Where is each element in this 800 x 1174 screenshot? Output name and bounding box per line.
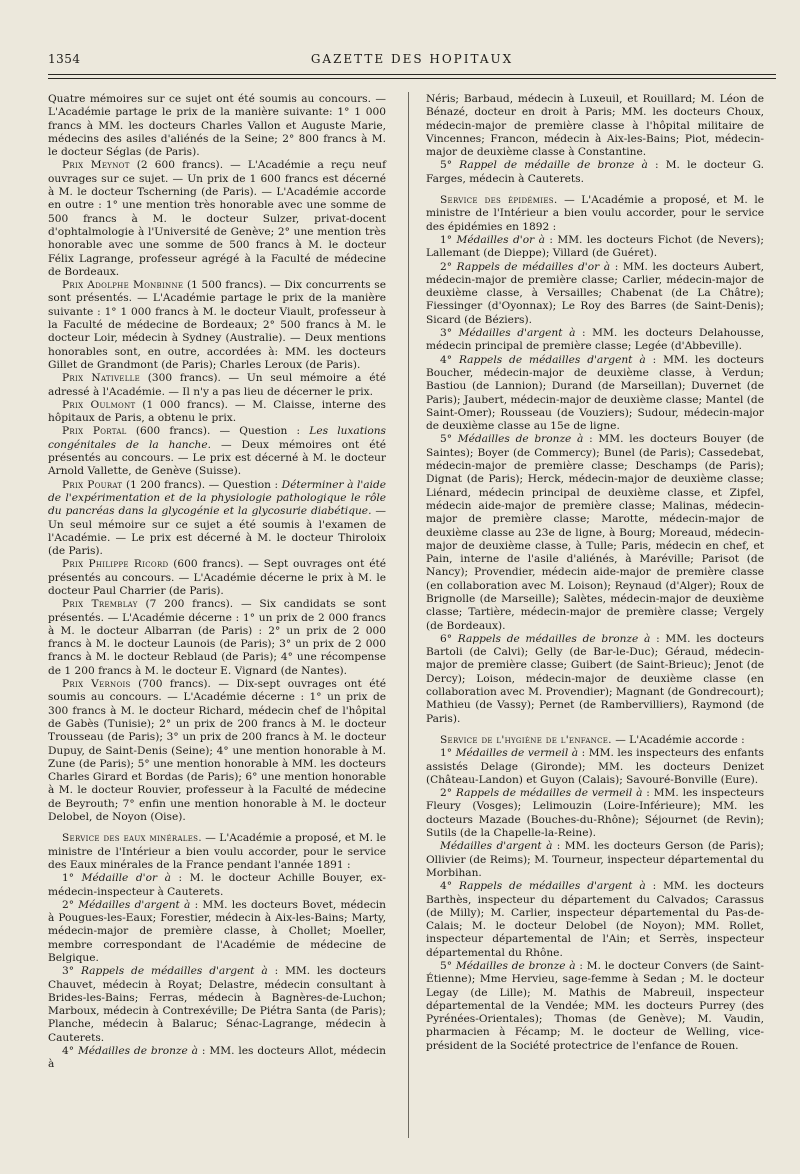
section-spacer [426, 726, 764, 734]
paragraph [48, 93, 386, 159]
paragraph-text: : MM. les docteurs Allot, médecin à [48, 1045, 387, 1071]
section-spacer [48, 824, 386, 832]
paragraph-text: — L'Académie accorde : [611, 733, 745, 746]
section-heading: Prix Vernois [62, 678, 131, 691]
paragraph-text: Néris; Barbaud, médecin à Luxeuil, et Rouillard; M. Léon de Bénazé, docteur en droit à Paris; MM. les docteurs Choux, médecin-major de première classe à l'hôpital militaire de Vincennes; Francon, médecin à Aix-les-Bains; Piot, médecin-major de deuxième classe à Constantine. [426, 93, 764, 159]
paragraph-text: : MM. les docteurs Chauvet, médecin à Royat; Delastre, médecin consultant à Brides-les-Bains; Ferras, médecin à Bagnères-de-Luchon; Marboux, médecin à Contrexéville; De Piétra Santa (de Paris); Planche, médecin à Balaruc; Sénac-Lagrange, médecin à Cauterets. [48, 965, 386, 1044]
paragraph-text: (700 francs). — Dix-sept ouvrages ont été soumis au concours. — L'Académie décerne : 1° un prix de 300 francs à M. le docteur Richard, médecin chef de l'hôpital de Gabès (Tunisie); 2° un prix de 200 francs à M. le docteur Trousseau (de Paris); 3° un prix de 200 francs à M. le docteur Dupuy, de Saint-Denis (Seine); 4° une mention honorable à M. Zune (de Paris); 5° une mention honorable à MM. les docteurs Charles Girard et Bordas (de Paris); 6° une mention honorable à M. le docteur Rouvier, professeur à la Faculté de médecine de Beyrouth; 7° enfin une mention honorable à M. le docteur Delobel, de Noyon (Oise). [48, 678, 386, 824]
award-category: Rappels de médailles de vermeil à [455, 787, 643, 800]
paragraph-text: : M. le docteur G. Farges, médecin à Cauterets. [426, 159, 764, 185]
paragraph-text: 2° [440, 260, 457, 273]
section-heading: Prix Nativelle [62, 372, 141, 385]
paragraph [426, 880, 764, 960]
paragraph-text: 6° [440, 632, 458, 645]
section-heading: Service des eaux minérales. [62, 832, 202, 845]
section-heading: Prix Tremblay [62, 598, 138, 611]
paragraph [426, 747, 764, 787]
paragraph-text: (1 500 francs). — Dix concurrents se sont présentés. — L'Académie partage le prix de la manière suivante : 1° 1 000 francs à M. le docteur Viault, professeur à la Faculté de médecine de Bordeaux; 2° 500 francs à M. le docteur Loir, médecin à Sydney (Australie). — Deux mentions honorables sont, en outre, accordées à: MM. les docteurs Gillet de Grandmont (de Paris); Charles Leroux (de Paris). [48, 279, 386, 371]
award-category: Médailles de bronze à [457, 433, 584, 446]
paragraph-text: 4° [62, 1045, 78, 1058]
paragraph-text: (2 600 francs). — L'Académie a reçu neuf ouvrages sur ce sujet. — Un prix de 1 600 francs est décerné à M. le docteur Tscherning (de Paris). — L'Académie accorde en outre : 1° une mention très honorable avec une somme de 500 francs à M. le docteur Sulzer, privat-docent d'ophtalmologie à l'Université de Genève; 2° une mention très honorable avec une somme de 500 francs à M. le docteur Félix Lagrange, professeur agrégé à la Faculté de médecine de Bordeaux. [48, 159, 386, 278]
paragraph [48, 279, 386, 372]
paragraph [48, 598, 386, 678]
paragraph-text: 4° [440, 353, 459, 366]
column-divider [408, 92, 409, 1138]
paragraph-text: (600 francs). — Sept ouvrages ont été présentés au concours. — L'Académie décerne le prix à M. le docteur Paul Charrier (de Paris). [48, 558, 386, 597]
paragraph-text: 4° [440, 880, 459, 893]
paragraph-text: : MM. les docteurs Gerson (de Paris); Ollivier (de Reims); M. Tourneur, inspecteur départemental du Morbihan. [426, 840, 765, 879]
page-header [48, 52, 776, 74]
paragraph-text: : MM. les docteurs Bouyer (de Saintes); Boyer (de Commercy); Bunel (de Paris); Cassedebat, médecin-major de première classe; Deschamps (de Paris); Dignat (de Paris); Herck, médecin-major de deuxième classe; Liénard, médecin principal de deuxième classe, et Zipfel, médecin aide-major de première classe; Malinas, médecin-major de première classe; Marotte, médecin-major de deuxième classe au 23e de ligne, à Bourg; Moreaud, médecin-major de deuxième classe, à Tulle; Paris, médecin en chef, et Pain, interne de l'asile d'aliénés, à Maréville; Parisot (de Nancy); Provendier, médecin aide-major de première classe (en collaboration avec M. Loison); Reynaud (d'Alger); Roux de Brignolle (de Marseille); Salètes, médecin-major de deuxième classe; Tartière, médecin-major de première classe; Vergely (de Bordeaux). [426, 433, 764, 632]
award-category: Médailles d'argent à [440, 840, 553, 853]
paragraph [48, 832, 386, 872]
paragraph [426, 354, 764, 434]
award-category: Médailles d'argent à [78, 898, 191, 911]
paragraph-text: 1° [440, 233, 457, 246]
paragraph [426, 840, 764, 880]
section-heading: Prix Portal [62, 425, 127, 438]
paragraph-text: — Deux mémoires ont été présentés au concours. — Le prix est décerné à M. le docteur Arnold Vallette, de Genève (Suisse). [48, 438, 386, 478]
left-column [48, 93, 386, 1072]
header-rule [48, 74, 776, 75]
paragraph [48, 872, 386, 899]
paragraph-text: — L'Académie a proposé, et M. le ministre de l'Intérieur a bien voulu accorder, pour le service des Eaux minérales de la France pendant l'année 1891 : [48, 832, 387, 871]
paragraph-text: : MM. les docteurs Aubert, médecin-major de première classe; Carlier, médecin-major de deuxième classe, à Versailles; Chabenat (de La Châtre); Fiessinger (d'Oyonnax); Le Roy des Barres (de Saint-Denis); Sicard (de Béziers). [426, 260, 765, 326]
section-heading: Service de l'hygiène de l'enfance. [440, 733, 612, 746]
paragraph-text: 5° [440, 433, 458, 446]
award-category: Rappels de médailles d'or à [456, 260, 611, 273]
paragraph-text: : M. le docteur Achille Bouyer, ex-médecin-inspecteur à Cauterets. [48, 872, 386, 898]
paragraph-text: 5° [440, 159, 460, 172]
paragraph-text: : MM. les inspecteurs des enfants assistés Delage (Gironde); MM. les docteurs Denizet (Château-Landon) et Guyon (Calais); Savouré-Bonville (Eure). [426, 747, 764, 786]
paragraph [426, 633, 764, 726]
paragraph [48, 372, 386, 399]
award-category: Rappels de médailles de bronze à [457, 632, 651, 645]
section-heading: Prix Oulmont [62, 398, 136, 411]
award-category: Rappels de médailles d'argent à [458, 880, 646, 893]
paragraph [48, 399, 386, 426]
paragraph-text: (1 200 francs). — Question : [122, 478, 282, 491]
award-category: Médailles de bronze à [455, 960, 576, 972]
paragraph [48, 1045, 386, 1072]
paragraph [48, 899, 386, 965]
header-rule-thin [48, 78, 776, 79]
paragraph-text: 2° [440, 787, 456, 800]
paragraph-text: — L'Académie a proposé, et M. le ministre de l'Intérieur a bien voulu accorder, pour le service des épidémies en 1892 : [426, 194, 765, 233]
paragraph-text: (600 francs). — Question : [126, 425, 310, 438]
paragraph [426, 234, 764, 261]
award-category: Rappels de médailles d'argent à [80, 965, 268, 978]
section-spacer [426, 186, 764, 194]
section-heading: Prix Adolphe Monbinne [62, 279, 184, 292]
paragraph-text: : MM. les docteurs Delahousse, médecin principal de première classe; Legée (d'Abbeville). [426, 327, 764, 353]
paragraph [48, 479, 386, 559]
paragraph [48, 678, 386, 824]
award-category: Les luxations congénitales de la hanche. [48, 425, 386, 451]
award-category: Médailles d'argent à [458, 327, 576, 340]
award-category: Rappels de médailles d'argent à [458, 353, 646, 366]
award-category: Rappel de médaille de bronze à [459, 159, 648, 172]
paragraph-text: 1° [440, 747, 456, 760]
paragraph [426, 159, 764, 186]
page-number: 1354 [48, 52, 81, 66]
paragraph-text: 2° [62, 898, 79, 911]
section-heading: Prix Pourat [62, 478, 123, 491]
paragraph [48, 558, 386, 598]
paragraph [48, 159, 386, 279]
paragraph [426, 327, 764, 354]
right-column [426, 93, 764, 1053]
paragraph-text: : MM. les docteurs Barthès, inspecteur du département du Calvados; Carassus (de Milly); M. Carlier, inspecteur départemental du Pas-de-Calais; M. le docteur Delobel (de Noyon); MM. Rollet, inspecteur départemental de l'Ain; et Serrès, inspecteur départemental du Rhône. [426, 880, 764, 959]
section-heading: Service des épidémies. [440, 194, 558, 207]
paragraph [426, 433, 764, 632]
award-category: Médailles d'or à [456, 233, 545, 246]
paragraph [48, 965, 386, 1045]
paragraph-text: 1° [62, 872, 82, 885]
paragraph-text: 3° [62, 965, 81, 978]
paragraph-text: 5° [440, 960, 456, 972]
paragraph [426, 960, 764, 1053]
award-category: Médailles de bronze à [77, 1045, 198, 1058]
paragraph-text: (1 000 francs). — M. Claisse, interne des hôpitaux de Paris, a obtenu le prix. [48, 398, 386, 425]
paragraph [426, 734, 764, 747]
paragraph-text: — Un seul mémoire sur ce sujet a été soumis à l'examen de l'Académie. — Le prix est décerné à M. le docteur Thiroloix (de Paris). [48, 505, 386, 558]
journal-title: GAZETTE DES HOPITAUX [310, 52, 514, 66]
award-category: Médaille d'or à [81, 872, 171, 885]
paragraph-text: : MM. les docteurs Boucher, médecin-major de deuxième classe, à Verdun; Bastiou (de Lannion); Durand (de Marseillan); Duvernet (de Paris); Jaubert, médecin-major de deuxième classe; Mantel (de Saint-Omer); Rousseau (de Vouziers); Sudour, médecin-major de deuxième classe au 15e de ligne. [426, 353, 764, 433]
paragraph [426, 93, 764, 159]
paragraph-text: : MM. les docteurs Bovet, médecin à Pougues-les-Eaux; Forestier, médecin à Aix-les-Bains; Marty, médecin-major de première classe, à Chollet; Moeller, membre correspondant de l'Académie de médecine de Belgique. [48, 898, 386, 964]
paragraph-text: (300 francs). — Un seul mémoire a été adressé à l'Académie. — Il n'y a pas lieu de décerner le prix. [48, 372, 386, 398]
section-heading: Prix Philippe Ricord [62, 558, 169, 571]
paragraph-text: : M. le docteur Convers (de Saint-Étienne); Mme Hervieu, sage-femme à Sedan ; M. le docteur Legay (de Lille); M. Mathis de Mabreuil, inspecteur départemental de la Vendée; MM. les docteurs Purrey (des Pyrénées-Orientales); Thomas (de Genève); M. Vaudin, pharmacien à Fécamp; M. le docteur de Welling, vice-président de la Société protectrice de l'enfance de Rouen. [426, 960, 765, 1052]
award-category: Médailles de vermeil à [455, 747, 579, 760]
paragraph [426, 194, 764, 234]
paragraph-text: : MM. les docteurs Fichot (de Nevers); Lallemant (de Dieppe); Villard (de Guéret). [426, 233, 764, 260]
paragraph-text: 3° [440, 327, 459, 340]
paragraph [48, 425, 386, 478]
section-heading: Prix Meynot [62, 159, 130, 172]
paragraph-text: Quatre mémoires sur ce sujet ont été soumis au concours. — L'Académie partage le prix de la manière suivante: 1° 1 000 francs à MM. les docteurs Charles Vallon et Auguste Marie, médecins des asiles d'aliénés de la Seine; 2° 800 francs à M. le docteur Séglas (de Paris). [48, 93, 386, 159]
paragraph [426, 787, 764, 840]
award-category: Déterminer à l'aide de l'expérimentation et de la physiologie pathologique le rôle du pancréas dans la glycogénie et la glycosurie diabétique. [48, 478, 386, 518]
paragraph-text: : MM. les inspecteurs Fleury (Vosges); Lelimouzin (Loire-Inférieure); MM. les docteurs Mazade (Bouches-du-Rhône); Séjournet (de Revin); Sutils (de la Chapelle-la-Reine). [426, 787, 765, 840]
paragraph-text: : MM. les docteurs Bartoli (de Calvi); Gelly (de Bar-le-Duc); Géraud, médecin-major de première classe; Guibert (de Saint-Brieuc); Jenot (de Dercy); Loison, médecin-major de deuxième classe (en collaboration avec M. Provendier); Magnant (de Gondrecourt); Mathieu (de Vassy); Pernet (de Rambervilliers), Raymond (de Paris). [426, 632, 765, 725]
paragraph [426, 261, 764, 327]
paragraph-text: (7 200 francs). — Six candidats se sont présentés. — L'Académie décerne : 1° un prix de 2 000 francs à M. le docteur Albarran (de Paris) : 2° un prix de 2 000 francs à M. le docteur Launois (de Paris); 3° un prix de 2 000 francs à M. le docteur Reblaud (de Paris); 4° une récompense de 1 200 francs à M. le docteur E. Vignard (de Nantes). [48, 598, 387, 677]
